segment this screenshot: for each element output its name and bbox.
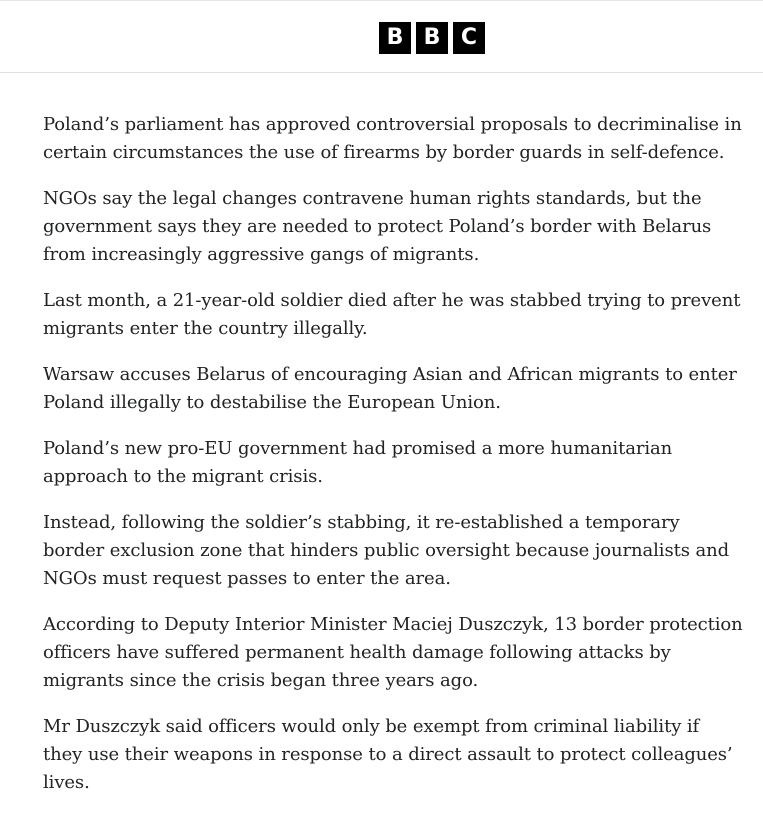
- article-body: [43, 111, 743, 815]
- bbc-logo[interactable]: [379, 22, 485, 54]
- article-paragraph-7: According to Deputy Interior Minister Maciej Duszczyk, 13 border protection officers have suffered permanent health damage following attacks by migrants since the crisis began three years ago.: [43, 614, 743, 691]
- article-paragraph-4: Warsaw accuses Belarus of encouraging Asian and African migrants to enter Poland illegally to destabilise the European Union.: [43, 364, 737, 413]
- article-paragraph-8: Mr Duszczyk said officers would only be exempt from criminal liability if they use their weapons in response to a direct assault to protect colleagues’ lives.: [43, 716, 733, 793]
- header-top-border: [0, 0, 763, 1]
- article-paragraph-3: Last month, a 21-year-old soldier died after he was stabbed trying to prevent migrants enter the country illegally.: [43, 290, 741, 339]
- logo-letter-b2: B: [416, 22, 448, 54]
- site-header: [0, 0, 763, 73]
- logo-letter-c: C: [453, 22, 485, 54]
- article-paragraph-5: Poland’s new pro-EU government had promised a more humanitarian approach to the migrant crisis.: [43, 438, 673, 487]
- article-paragraph-6: Instead, following the soldier’s stabbing, it re-established a temporary border exclusion zone that hinders public oversight because journalists and NGOs must request passes to enter the area.: [43, 512, 730, 589]
- logo-letter-b1: B: [379, 22, 411, 54]
- article-paragraph-1: Poland’s parliament has approved controversial proposals to decriminalise in certain circumstances the use of firearms by border guards in self-defence.: [43, 114, 742, 163]
- article-paragraph-2: NGOs say the legal changes contravene human rights standards, but the government says they are needed to protect Poland’s border with Belarus from increasingly aggressive gangs of migrants.: [43, 188, 712, 265]
